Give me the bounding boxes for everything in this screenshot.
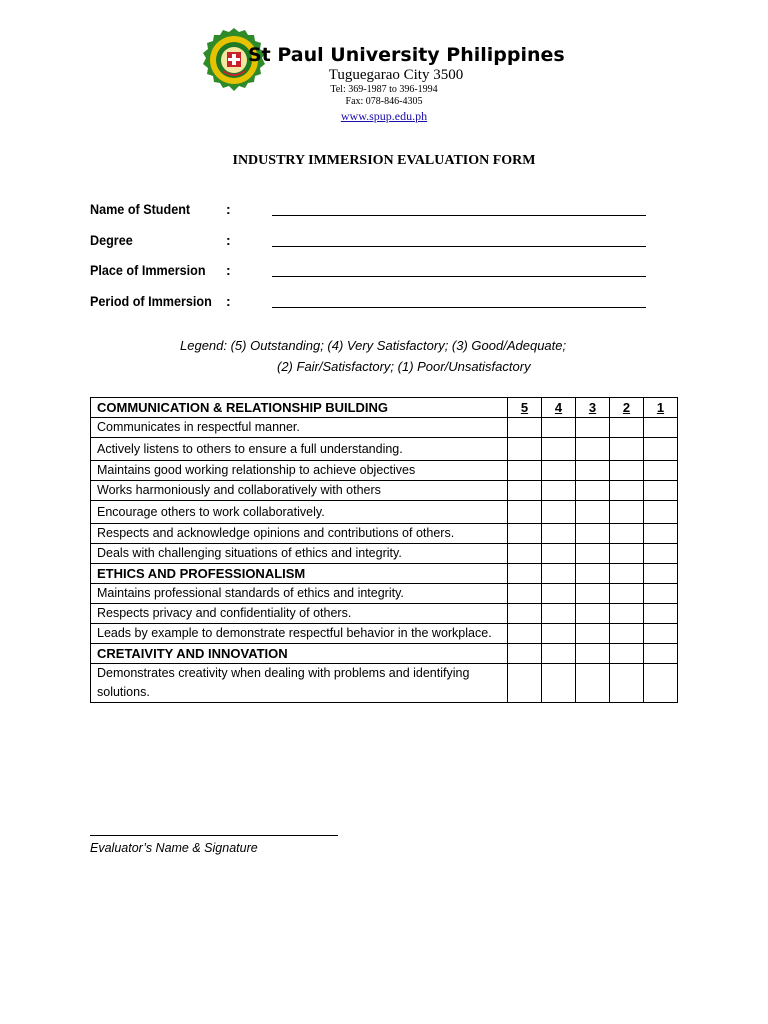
criterion-row	[91, 664, 678, 703]
empty-header-cell	[644, 564, 678, 584]
rating-cell[interactable]	[508, 524, 542, 544]
criterion-text: Actively listens to others to ensure a full understanding.	[91, 438, 508, 461]
empty-header-cell	[508, 564, 542, 584]
rating-cell[interactable]	[508, 501, 542, 524]
rating-cell[interactable]	[610, 624, 644, 644]
rating-cell[interactable]	[644, 664, 678, 703]
rating-cell[interactable]	[508, 584, 542, 604]
place-of-immersion-input-line[interactable]	[272, 276, 646, 277]
criterion-row	[91, 481, 678, 501]
degree-input-line[interactable]	[272, 246, 646, 247]
legend-line-2: (2) Fair/Satisfactory; (1) Poor/Unsatisfactory	[277, 359, 531, 374]
university-fax: Fax: 078-846-4305	[345, 96, 423, 107]
field-label: Degree	[90, 232, 133, 248]
university-city: Tuguegarao City 3500	[328, 67, 464, 83]
section-title: ETHICS AND PROFESSIONALISM	[91, 564, 508, 584]
rating-cell[interactable]	[576, 438, 610, 461]
period-of-immersion-input-line[interactable]	[272, 307, 646, 308]
rating-cell[interactable]	[508, 624, 542, 644]
rating-cell[interactable]	[508, 544, 542, 564]
criterion-text: Works harmoniously and collaboratively with others	[91, 481, 508, 501]
scale-header-2: 2	[610, 398, 644, 418]
rating-cell[interactable]	[644, 604, 678, 624]
rating-cell[interactable]	[644, 461, 678, 481]
empty-header-cell	[508, 644, 542, 664]
criterion-row	[91, 501, 678, 524]
field-label: Name of Student	[90, 201, 191, 217]
criterion-text: Deals with challenging situations of ethics and integrity.	[91, 544, 508, 564]
rating-cell[interactable]	[610, 584, 644, 604]
rating-cell[interactable]	[542, 544, 576, 564]
rating-cell[interactable]	[542, 501, 576, 524]
rating-cell[interactable]	[542, 418, 576, 438]
rating-cell[interactable]	[542, 524, 576, 544]
criterion-row	[91, 624, 678, 644]
rating-cell[interactable]	[576, 461, 610, 481]
empty-header-cell	[610, 644, 644, 664]
empty-header-cell	[542, 564, 576, 584]
empty-header-cell	[610, 564, 644, 584]
section-header-row	[91, 564, 678, 584]
field-colon: :	[226, 293, 231, 309]
rating-cell[interactable]	[542, 584, 576, 604]
criterion-text: Respects and acknowledge opinions and contributions of others.	[91, 524, 508, 544]
rating-cell[interactable]	[644, 544, 678, 564]
criterion-text: Communicates in respectful manner.	[91, 418, 508, 438]
rating-cell[interactable]	[610, 418, 644, 438]
rating-cell[interactable]	[542, 438, 576, 461]
rating-cell[interactable]	[610, 664, 644, 703]
rating-cell[interactable]	[644, 418, 678, 438]
scale-header-1: 1	[644, 398, 678, 418]
rating-cell[interactable]	[644, 584, 678, 604]
rating-cell[interactable]	[508, 438, 542, 461]
field-colon: :	[226, 201, 231, 217]
rating-cell[interactable]	[576, 604, 610, 624]
signature-line[interactable]	[90, 835, 338, 836]
rating-cell[interactable]	[542, 481, 576, 501]
criterion-row	[91, 524, 678, 544]
rating-cell[interactable]	[542, 461, 576, 481]
rating-cell[interactable]	[576, 664, 610, 703]
criterion-text: Maintains professional standards of ethics and integrity.	[91, 584, 508, 604]
rating-cell[interactable]	[576, 524, 610, 544]
field-label: Place of Immersion	[90, 262, 206, 278]
rating-cell[interactable]	[644, 438, 678, 461]
criterion-row	[91, 418, 678, 438]
rating-cell[interactable]	[576, 418, 610, 438]
rating-cell[interactable]	[644, 624, 678, 644]
rating-cell[interactable]	[508, 664, 542, 703]
rating-cell[interactable]	[542, 624, 576, 644]
signature-label: Evaluator’s Name & Signature	[90, 841, 258, 855]
scale-header-5: 5	[508, 398, 542, 418]
legend-line-1: Legend: (5) Outstanding; (4) Very Satisfactory; (3) Good/Adequate;	[180, 338, 567, 353]
university-name: St Paul University Philippines	[248, 44, 565, 66]
rating-cell[interactable]	[610, 604, 644, 624]
empty-header-cell	[576, 644, 610, 664]
criterion-row	[91, 438, 678, 461]
empty-header-cell	[644, 644, 678, 664]
criterion-text: Demonstrates creativity when dealing with problems and identifying solutions.	[91, 664, 508, 703]
rating-cell[interactable]	[508, 481, 542, 501]
section-header-row	[91, 398, 678, 418]
empty-header-cell	[542, 644, 576, 664]
rating-cell[interactable]	[576, 544, 610, 564]
rating-cell[interactable]	[508, 461, 542, 481]
field-label: Period of Immersion	[90, 293, 212, 309]
rating-cell[interactable]	[610, 544, 644, 564]
criterion-row	[91, 604, 678, 624]
rating-cell[interactable]	[610, 461, 644, 481]
scale-header-3: 3	[576, 398, 610, 418]
rating-cell[interactable]	[576, 501, 610, 524]
field-colon: :	[226, 262, 231, 278]
rating-cell[interactable]	[508, 418, 542, 438]
field-colon: :	[226, 232, 231, 248]
rating-cell[interactable]	[644, 524, 678, 544]
criterion-text: Respects privacy and confidentiality of others.	[91, 604, 508, 624]
rating-cell[interactable]	[610, 524, 644, 544]
name-of-student-input-line[interactable]	[272, 215, 646, 216]
rating-cell[interactable]	[644, 501, 678, 524]
rating-cell[interactable]	[576, 584, 610, 604]
form-title: INDUSTRY IMMERSION EVALUATION FORM	[232, 153, 536, 168]
rating-cell[interactable]	[508, 604, 542, 624]
criterion-text: Leads by example to demonstrate respectful behavior in the workplace.	[91, 624, 508, 644]
criterion-row	[91, 544, 678, 564]
criterion-row	[91, 584, 678, 604]
section-title: CRETAIVITY AND INNOVATION	[91, 644, 508, 664]
section-title: COMMUNICATION & RELATIONSHIP BUILDING	[91, 398, 508, 418]
rating-cell[interactable]	[644, 481, 678, 501]
rating-cell[interactable]	[576, 481, 610, 501]
rating-cell[interactable]	[542, 664, 576, 703]
section-header-row	[91, 644, 678, 664]
university-telephone: Tel: 369-1987 to 396-1994	[330, 84, 438, 95]
criterion-text: Encourage others to work collaboratively.	[91, 501, 508, 524]
rating-cell[interactable]	[610, 481, 644, 501]
university-website-link[interactable]: www.spup.edu.ph	[340, 109, 428, 123]
evaluation-table	[90, 397, 678, 703]
rating-cell[interactable]	[610, 501, 644, 524]
criterion-row	[91, 461, 678, 481]
empty-header-cell	[576, 564, 610, 584]
rating-cell[interactable]	[610, 438, 644, 461]
rating-cell[interactable]	[576, 624, 610, 644]
rating-cell[interactable]	[542, 604, 576, 624]
criterion-text: Maintains good working relationship to achieve objectives	[91, 461, 508, 481]
scale-header-4: 4	[542, 398, 576, 418]
